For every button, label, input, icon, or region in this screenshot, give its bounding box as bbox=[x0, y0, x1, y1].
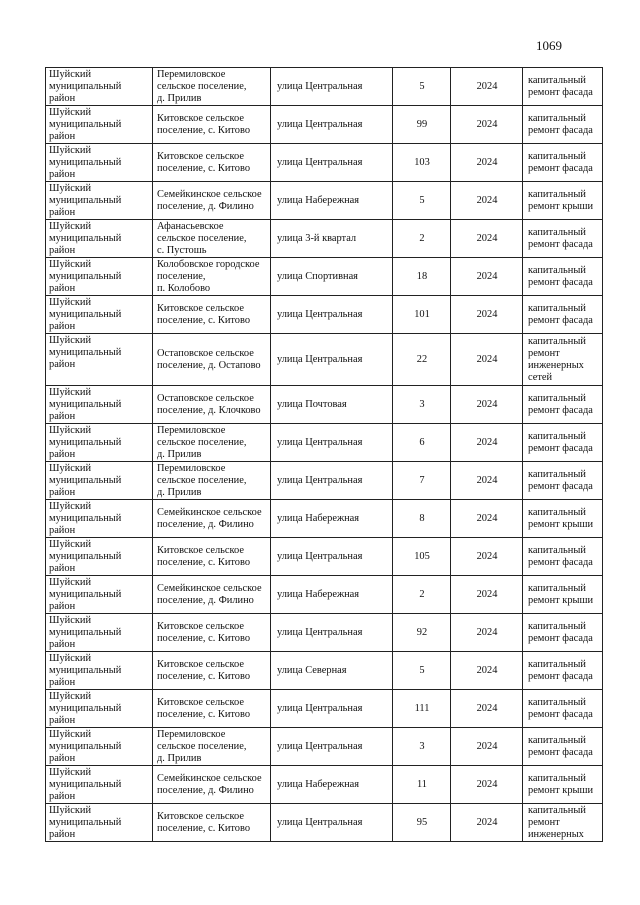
house-number-cell bbox=[393, 500, 451, 538]
year-cell-text: 2024 bbox=[476, 437, 498, 448]
work-type-cell-text: капитальный ремонт крыши bbox=[528, 773, 594, 796]
settlement-cell bbox=[153, 500, 271, 538]
year-cell-text: 2024 bbox=[476, 703, 498, 714]
house-number-cell-text: 11 bbox=[416, 779, 427, 790]
house-number-cell-text: 3 bbox=[419, 399, 425, 410]
year-cell-text: 2024 bbox=[476, 233, 498, 244]
year-cell bbox=[451, 538, 523, 576]
district-cell-text: Шуйский муниципальный район bbox=[49, 297, 122, 332]
table-row bbox=[46, 182, 603, 220]
table-row bbox=[46, 258, 603, 296]
house-number-cell-text: 99 bbox=[416, 119, 428, 130]
street-cell bbox=[271, 576, 393, 614]
street-cell-text: улица Центральная bbox=[277, 817, 363, 828]
table-row bbox=[46, 614, 603, 652]
street-cell bbox=[271, 182, 393, 220]
house-number-cell bbox=[393, 334, 451, 386]
settlement-cell-text: Китовское сельское поселение, с. Китово bbox=[157, 303, 251, 326]
settlement-cell-text: Перемиловское сельское поселение, д. Прилив bbox=[157, 463, 247, 498]
district-cell bbox=[46, 462, 153, 500]
house-number-cell-text: 105 bbox=[414, 551, 430, 562]
work-type-cell bbox=[523, 804, 603, 842]
settlement-cell-text: Китовское сельское поселение, с. Китово bbox=[157, 151, 251, 174]
street-cell-text: улица Центральная bbox=[277, 627, 363, 638]
work-type-cell bbox=[523, 766, 603, 804]
settlement-cell bbox=[153, 462, 271, 500]
work-type-cell bbox=[523, 106, 603, 144]
year-cell-text: 2024 bbox=[476, 309, 498, 320]
district-cell-text: Шуйский муниципальный район bbox=[49, 539, 122, 574]
district-cell bbox=[46, 334, 153, 386]
settlement-cell bbox=[153, 538, 271, 576]
house-number-cell-text: 5 bbox=[419, 665, 425, 676]
house-number-cell-text: 6 bbox=[419, 437, 425, 448]
table-row bbox=[46, 652, 603, 690]
street-cell bbox=[271, 614, 393, 652]
street-cell-text: улица Центральная bbox=[277, 551, 363, 562]
district-cell-text: Шуйский муниципальный район bbox=[49, 501, 122, 536]
settlement-cell-text: Китовское сельское поселение, с. Китово bbox=[157, 811, 251, 834]
year-cell bbox=[451, 766, 523, 804]
settlement-cell-text: Семейкинское сельское поселение, д. Филино bbox=[157, 189, 262, 212]
table-row bbox=[46, 538, 603, 576]
district-cell bbox=[46, 538, 153, 576]
year-cell-text: 2024 bbox=[476, 119, 498, 130]
street-cell bbox=[271, 690, 393, 728]
district-cell bbox=[46, 500, 153, 538]
house-number-cell bbox=[393, 68, 451, 106]
district-cell-text: Шуйский муниципальный район bbox=[49, 805, 122, 840]
table-row bbox=[46, 766, 603, 804]
settlement-cell bbox=[153, 106, 271, 144]
year-cell-text: 2024 bbox=[476, 817, 498, 828]
year-cell-text: 2024 bbox=[476, 779, 498, 790]
house-number-cell-text: 101 bbox=[414, 309, 430, 320]
work-type-cell bbox=[523, 576, 603, 614]
settlement-cell bbox=[153, 258, 271, 296]
house-number-cell-text: 7 bbox=[419, 475, 425, 486]
settlement-cell bbox=[153, 386, 271, 424]
house-number-cell-text: 5 bbox=[419, 81, 425, 92]
district-cell-text: Шуйский муниципальный район bbox=[49, 259, 122, 294]
street-cell-text: улица Набережная bbox=[277, 589, 360, 600]
table-row bbox=[46, 690, 603, 728]
district-cell-text: Шуйский муниципальный район bbox=[49, 653, 122, 688]
year-cell-text: 2024 bbox=[476, 81, 498, 92]
table-row bbox=[46, 804, 603, 842]
district-cell bbox=[46, 144, 153, 182]
street-cell-text: улица Центральная bbox=[277, 354, 363, 365]
street-cell-text: улица Центральная bbox=[277, 157, 363, 168]
district-cell bbox=[46, 106, 153, 144]
street-cell-text: улица Центральная bbox=[277, 437, 363, 448]
district-cell-text: Шуйский муниципальный район bbox=[49, 729, 122, 764]
table-row bbox=[46, 296, 603, 334]
work-type-cell bbox=[523, 334, 603, 386]
street-cell-text: улица Центральная bbox=[277, 119, 363, 130]
work-type-cell-text: капитальный ремонт фасада bbox=[528, 621, 593, 644]
house-number-cell-text: 22 bbox=[416, 354, 428, 365]
district-cell-text: Шуйский муниципальный район bbox=[49, 691, 122, 726]
settlement-cell-text: Китовское сельское поселение, с. Китово bbox=[157, 697, 251, 720]
district-cell-text: Шуйский муниципальный район bbox=[49, 221, 122, 256]
street-cell bbox=[271, 68, 393, 106]
settlement-cell-text: Семейкинское сельское поселение, д. Филино bbox=[157, 507, 262, 530]
district-cell-text: Шуйский муниципальный район bbox=[49, 107, 122, 142]
settlement-cell bbox=[153, 220, 271, 258]
street-cell-text: улица Набережная bbox=[277, 779, 360, 790]
street-cell bbox=[271, 500, 393, 538]
settlement-cell bbox=[153, 690, 271, 728]
district-cell-text: Шуйский муниципальный район bbox=[49, 615, 122, 650]
year-cell-text: 2024 bbox=[476, 627, 498, 638]
work-type-cell bbox=[523, 68, 603, 106]
street-cell bbox=[271, 652, 393, 690]
district-cell-text: Шуйский муниципальный район bbox=[49, 767, 122, 802]
work-type-cell bbox=[523, 500, 603, 538]
house-number-cell-text: 111 bbox=[414, 703, 430, 714]
year-cell bbox=[451, 220, 523, 258]
settlement-cell bbox=[153, 68, 271, 106]
settlement-cell-text: Китовское сельское поселение, с. Китово bbox=[157, 659, 251, 682]
table-row bbox=[46, 334, 603, 386]
settlement-cell-text: Афанасьевское сельское поселение, с. Пустошь bbox=[157, 221, 247, 256]
house-number-cell bbox=[393, 576, 451, 614]
work-type-cell bbox=[523, 424, 603, 462]
table-row bbox=[46, 144, 603, 182]
year-cell bbox=[451, 614, 523, 652]
house-number-cell bbox=[393, 144, 451, 182]
district-cell-text: Шуйский муниципальный район bbox=[49, 69, 122, 104]
year-cell bbox=[451, 296, 523, 334]
street-cell-text: улица Центральная bbox=[277, 741, 363, 752]
district-cell bbox=[46, 804, 153, 842]
work-type-cell-text: капитальный ремонт фасада bbox=[528, 697, 593, 720]
settlement-cell bbox=[153, 614, 271, 652]
work-type-cell-text: капитальный ремонт фасада bbox=[528, 227, 593, 250]
table-row bbox=[46, 386, 603, 424]
house-number-cell bbox=[393, 424, 451, 462]
year-cell bbox=[451, 424, 523, 462]
page-number: 1069 bbox=[536, 38, 562, 53]
table-row bbox=[46, 424, 603, 462]
settlement-cell-text: Остаповское сельское поселение, д. Клочково bbox=[157, 393, 261, 416]
work-type-cell bbox=[523, 258, 603, 296]
table-body bbox=[46, 68, 603, 842]
settlement-cell bbox=[153, 766, 271, 804]
street-cell-text: улица Спортивная bbox=[277, 271, 358, 282]
work-type-cell-text: капитальный ремонт фасада bbox=[528, 735, 593, 758]
house-number-cell-text: 8 bbox=[419, 513, 425, 524]
year-cell bbox=[451, 258, 523, 296]
table-row bbox=[46, 68, 603, 106]
house-number-cell bbox=[393, 106, 451, 144]
house-number-cell bbox=[393, 220, 451, 258]
year-cell-text: 2024 bbox=[476, 195, 498, 206]
street-cell bbox=[271, 386, 393, 424]
year-cell bbox=[451, 500, 523, 538]
house-number-cell bbox=[393, 182, 451, 220]
work-type-cell-text: капитальный ремонт фасада bbox=[528, 113, 593, 136]
work-type-cell-text: капитальный ремонт инженерных bbox=[528, 805, 586, 840]
work-type-cell bbox=[523, 220, 603, 258]
street-cell bbox=[271, 144, 393, 182]
work-type-cell-text: капитальный ремонт фасада bbox=[528, 265, 593, 288]
settlement-cell bbox=[153, 144, 271, 182]
work-type-cell-text: капитальный ремонт фасада bbox=[528, 659, 593, 682]
house-number-cell bbox=[393, 258, 451, 296]
year-cell bbox=[451, 804, 523, 842]
work-type-cell-text: капитальный ремонт инженерных сетей bbox=[528, 336, 586, 383]
house-number-cell bbox=[393, 690, 451, 728]
street-cell-text: улица Центральная bbox=[277, 309, 363, 320]
settlement-cell-text: Колобовское городское поселение, п. Колобово bbox=[157, 259, 260, 294]
house-number-cell bbox=[393, 538, 451, 576]
year-cell-text: 2024 bbox=[476, 741, 498, 752]
house-number-cell bbox=[393, 386, 451, 424]
work-type-cell bbox=[523, 538, 603, 576]
house-number-cell-text: 3 bbox=[419, 741, 425, 752]
district-cell bbox=[46, 652, 153, 690]
house-number-cell-text: 18 bbox=[416, 271, 428, 282]
work-type-cell bbox=[523, 652, 603, 690]
district-cell-text: Шуйский муниципальный район bbox=[49, 577, 122, 612]
district-cell bbox=[46, 576, 153, 614]
house-number-cell-text: 2 bbox=[419, 233, 425, 244]
district-cell-text: Шуйский муниципальный район bbox=[49, 463, 122, 498]
settlement-cell-text: Перемиловское сельское поселение, д. Прилив bbox=[157, 69, 247, 104]
work-type-cell-text: капитальный ремонт крыши bbox=[528, 507, 594, 530]
house-number-cell bbox=[393, 728, 451, 766]
house-number-cell-text: 95 bbox=[416, 817, 428, 828]
year-cell bbox=[451, 144, 523, 182]
year-cell-text: 2024 bbox=[476, 475, 498, 486]
district-cell bbox=[46, 386, 153, 424]
table-row bbox=[46, 500, 603, 538]
street-cell-text: улица Северная bbox=[277, 665, 347, 676]
settlement-cell-text: Китовское сельское поселение, с. Китово bbox=[157, 545, 251, 568]
street-cell-text: улица Центральная bbox=[277, 81, 363, 92]
street-cell-text: улица Набережная bbox=[277, 513, 360, 524]
year-cell-text: 2024 bbox=[476, 513, 498, 524]
work-type-cell bbox=[523, 386, 603, 424]
year-cell bbox=[451, 576, 523, 614]
work-type-cell-text: капитальный ремонт фасада bbox=[528, 303, 593, 326]
settlement-cell-text: Китовское сельское поселение, с. Китово bbox=[157, 113, 251, 136]
house-number-cell bbox=[393, 804, 451, 842]
year-cell bbox=[451, 690, 523, 728]
house-number-cell-text: 5 bbox=[419, 195, 425, 206]
work-type-cell-text: капитальный ремонт крыши bbox=[528, 583, 594, 606]
year-cell-text: 2024 bbox=[476, 271, 498, 282]
house-number-cell bbox=[393, 462, 451, 500]
year-cell-text: 2024 bbox=[476, 551, 498, 562]
street-cell-text: улица Центральная bbox=[277, 703, 363, 714]
table-row bbox=[46, 728, 603, 766]
table-row bbox=[46, 462, 603, 500]
district-cell-text: Шуйский муниципальный район bbox=[49, 425, 122, 460]
settlement-cell-text: Перемиловское сельское поселение, д. Прилив bbox=[157, 729, 247, 764]
street-cell bbox=[271, 424, 393, 462]
work-type-cell bbox=[523, 462, 603, 500]
house-number-cell-text: 2 bbox=[419, 589, 425, 600]
district-cell bbox=[46, 614, 153, 652]
street-cell bbox=[271, 462, 393, 500]
street-cell bbox=[271, 766, 393, 804]
district-cell bbox=[46, 296, 153, 334]
settlement-cell-text: Остаповское сельское поселение, д. Остапово bbox=[157, 348, 261, 371]
table-row bbox=[46, 576, 603, 614]
year-cell-text: 2024 bbox=[476, 589, 498, 600]
work-type-cell-text: капитальный ремонт фасада bbox=[528, 75, 593, 98]
district-cell-text: Шуйский муниципальный район bbox=[49, 183, 122, 218]
year-cell-text: 2024 bbox=[476, 354, 498, 365]
year-cell bbox=[451, 334, 523, 386]
street-cell bbox=[271, 106, 393, 144]
settlement-cell bbox=[153, 182, 271, 220]
street-cell bbox=[271, 728, 393, 766]
district-cell bbox=[46, 258, 153, 296]
year-cell-text: 2024 bbox=[476, 665, 498, 676]
district-cell bbox=[46, 220, 153, 258]
work-type-cell bbox=[523, 144, 603, 182]
district-cell bbox=[46, 182, 153, 220]
table-row bbox=[46, 106, 603, 144]
work-type-cell-text: капитальный ремонт фасада bbox=[528, 545, 593, 568]
settlement-cell-text: Семейкинское сельское поселение, д. Филино bbox=[157, 773, 262, 796]
work-type-cell bbox=[523, 182, 603, 220]
house-number-cell bbox=[393, 766, 451, 804]
year-cell bbox=[451, 386, 523, 424]
settlement-cell bbox=[153, 424, 271, 462]
settlement-cell-text: Семейкинское сельское поселение, д. Филино bbox=[157, 583, 262, 606]
settlement-cell-text: Китовское сельское поселение, с. Китово bbox=[157, 621, 251, 644]
street-cell bbox=[271, 296, 393, 334]
work-type-cell bbox=[523, 614, 603, 652]
house-number-cell bbox=[393, 614, 451, 652]
year-cell-text: 2024 bbox=[476, 157, 498, 168]
house-number-cell-text: 92 bbox=[416, 627, 428, 638]
street-cell bbox=[271, 334, 393, 386]
work-type-cell-text: капитальный ремонт фасада bbox=[528, 151, 593, 174]
district-cell bbox=[46, 728, 153, 766]
settlement-cell bbox=[153, 728, 271, 766]
work-type-cell bbox=[523, 296, 603, 334]
work-type-cell-text: капитальный ремонт фасада bbox=[528, 431, 593, 454]
work-type-cell-text: капитальный ремонт фасада bbox=[528, 393, 593, 416]
district-cell bbox=[46, 424, 153, 462]
work-type-cell bbox=[523, 690, 603, 728]
street-cell-text: улица Центральная bbox=[277, 475, 363, 486]
year-cell bbox=[451, 106, 523, 144]
year-cell bbox=[451, 68, 523, 106]
district-cell bbox=[46, 690, 153, 728]
work-type-cell-text: капитальный ремонт крыши bbox=[528, 189, 594, 212]
settlement-cell bbox=[153, 652, 271, 690]
year-cell bbox=[451, 182, 523, 220]
district-cell bbox=[46, 766, 153, 804]
street-cell bbox=[271, 258, 393, 296]
district-cell-text: Шуйский муниципальный район bbox=[49, 387, 122, 422]
settlement-cell-text: Перемиловское сельское поселение, д. Прилив bbox=[157, 425, 247, 460]
table-row bbox=[46, 220, 603, 258]
house-number-cell-text: 103 bbox=[414, 157, 430, 168]
street-cell bbox=[271, 538, 393, 576]
year-cell-text: 2024 bbox=[476, 399, 498, 410]
year-cell bbox=[451, 652, 523, 690]
work-type-cell bbox=[523, 728, 603, 766]
street-cell-text: улица Почтовая bbox=[277, 399, 347, 410]
settlement-cell bbox=[153, 804, 271, 842]
district-cell-text: Шуйский муниципальный район bbox=[49, 145, 122, 180]
house-number-cell bbox=[393, 296, 451, 334]
settlement-cell bbox=[153, 334, 271, 386]
street-cell-text: улица Набережная bbox=[277, 195, 360, 206]
settlement-cell bbox=[153, 576, 271, 614]
district-cell bbox=[46, 68, 153, 106]
house-number-cell bbox=[393, 652, 451, 690]
street-cell bbox=[271, 804, 393, 842]
street-cell bbox=[271, 220, 393, 258]
settlement-cell bbox=[153, 296, 271, 334]
year-cell bbox=[451, 462, 523, 500]
repair-schedule-table bbox=[45, 67, 603, 842]
street-cell-text: улица 3-й квартал bbox=[277, 233, 357, 244]
work-type-cell-text: капитальный ремонт фасада bbox=[528, 469, 593, 492]
district-cell-text: Шуйский муниципальный район bbox=[49, 335, 122, 370]
year-cell bbox=[451, 728, 523, 766]
